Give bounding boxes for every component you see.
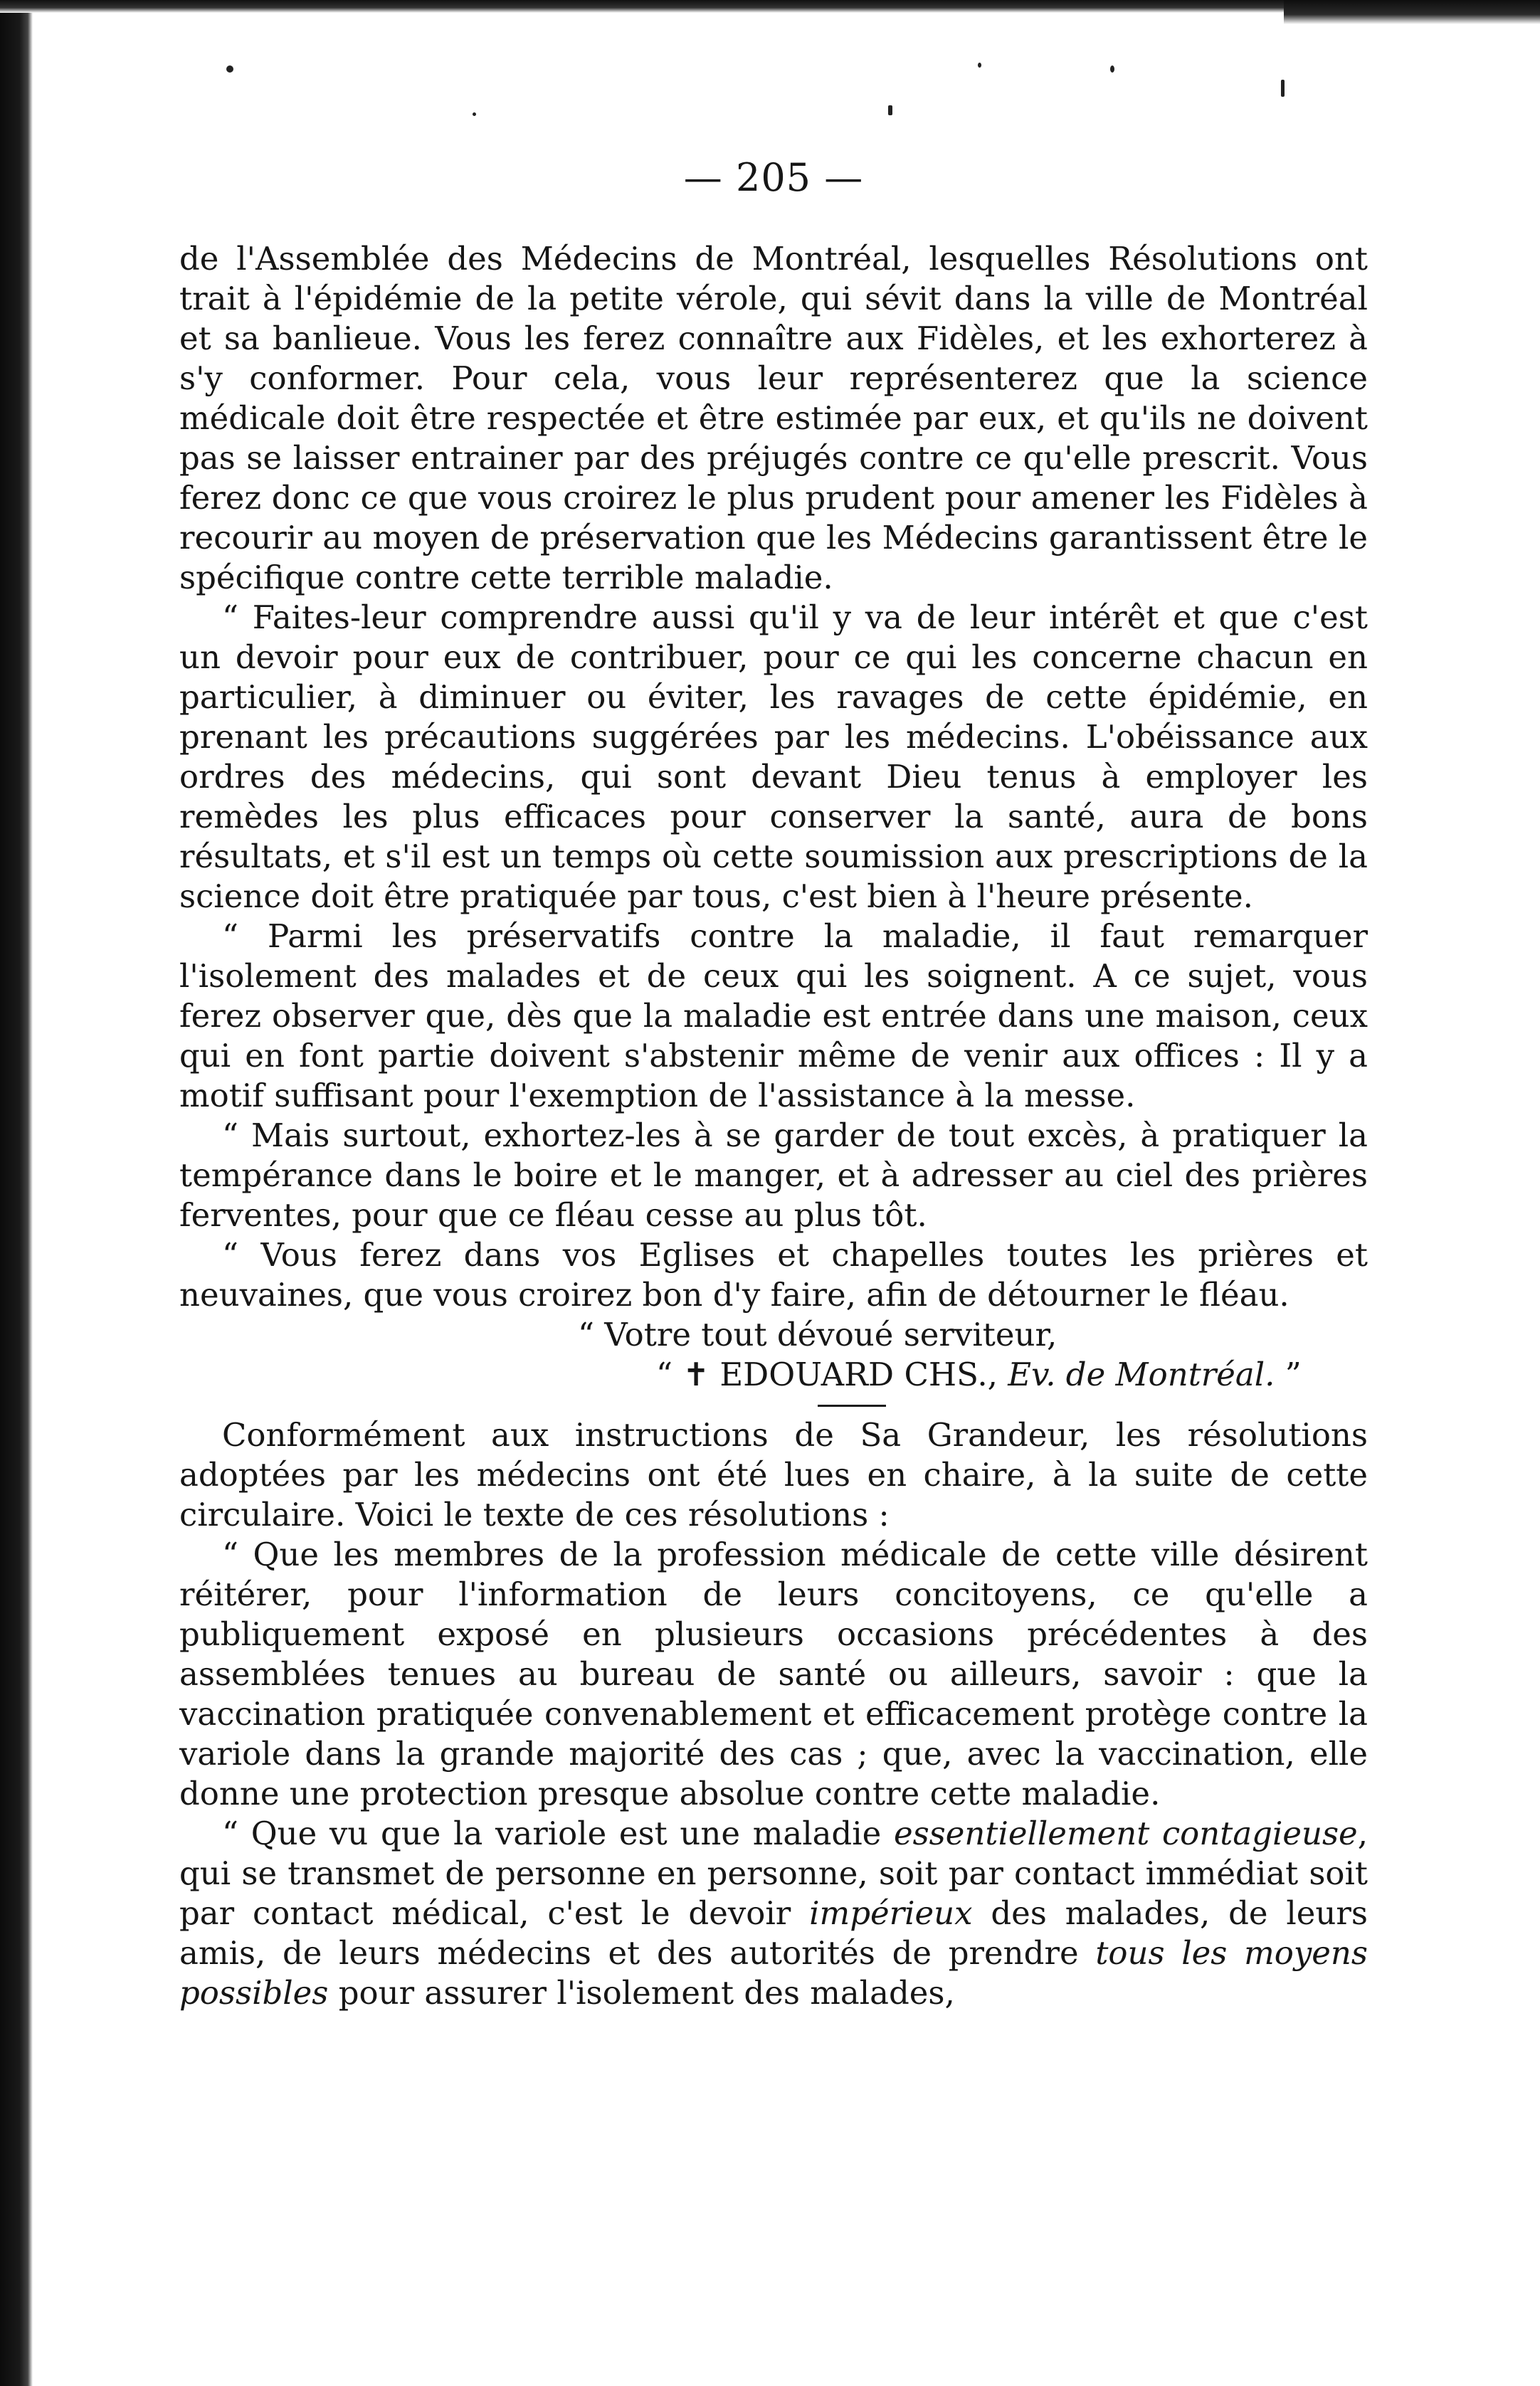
closing-salutation: “ Votre tout dévoué serviteur, [578, 1316, 1058, 1353]
scan-speck [1281, 80, 1285, 97]
scan-speck [226, 65, 233, 73]
text-run: “ Que vu que la variole est une maladie [222, 1815, 894, 1852]
scan-speck [1110, 65, 1114, 73]
scan-speck [978, 63, 981, 68]
scan-shadow-left [0, 0, 33, 2386]
signature-title: Ev. de Montréal. [1008, 1356, 1275, 1393]
paragraph-isolation: “ Parmi les préservatifs contre la maladie, il faut remarquer l'isolement des malades et de ceux qui les soignent. A ce sujet, vous ferez observer que, dès que la maladie est entrée dans une maison, ceux qui en font partie doivent s'abstenir même de venir aux offices : Il y a motif suffisant pour l'exemption de l'assistance à la messe. [179, 917, 1368, 1114]
paragraph-prayers: “ Vous ferez dans vos Eglises et chapelles toutes les prières et neuvaines, que vous croirez bon d'y faire, afin de détourner le fléau. [179, 1236, 1368, 1314]
paragraph-duty: “ Faites-leur comprendre aussi qu'il y va de leur intérêt et que c'est un devoir pour eux de contribuer, pour ce qui les concerne chacun en particulier, à diminuer ou éviter, les ravages de cette épidémie, en prenant les précautions suggérées par les médecins. L'obéissance aux ordres des médecins, qui sont devant Dieu tenus à employer les remèdes les plus efficaces pour conserver la santé, aura de bons résultats, et s'il est un temps où cette soumission aux prescriptions de la science doit être pratiquée par tous, c'est bien à l'heure présente. [179, 598, 1368, 915]
italic-run: impérieux [809, 1894, 973, 1932]
scan-speck [473, 112, 476, 116]
signature-name: “ ✝ EDOUARD CHS., [656, 1356, 998, 1393]
page-number: — 205 — [683, 155, 864, 200]
signature-close-quote: ” [1275, 1356, 1302, 1393]
paragraph-resolutions-intro: de l'Assemblée des Médecins de Montréal, lesquelles Résolutions ont trait à l'épidémie de la petite vérole, qui sévit dans la ville de Montréal et sa banlieue. Vous les ferez connaître aux Fidèles, et les exhorterez à s'y conformer. Pour cela, vous leur représenterez que la science médicale doit être respectée et être estimée par eux, et qu'ils ne doivent pas se laisser entrainer par des préjugés contre ce qu'elle prescrit. Vous ferez donc ce que vous croirez le plus prudent pour amener les Fidèles à recourir au moyen de préservation que les Médecins garantissent être le spécifique contre cette terrible maladie. [179, 240, 1368, 596]
page-body [179, 239, 1368, 2013]
italic-run: tous les moyens possibles [179, 1934, 1368, 2012]
signature [179, 1355, 1368, 1395]
scan-shadow-top-right [1284, 0, 1540, 24]
text-run: , qui se transmet de personne en personne, soit par contact immédiat soit par contact médical, c'est le devoir [179, 1815, 1368, 1932]
section-separator [818, 1405, 886, 1407]
paragraph-resolution-vaccination: “ Que les membres de la profession médicale de cette ville désirent réitérer, pour l'information de leurs concitoyens, ce qu'elle a publiquement exposé en plusieurs occasions précédentes à des assemblées tenues au bureau de santé ou ailleurs, savoir : que la vaccination pratiquée convenablement et efficacement protège contre la variole dans la grande majorité des cas ; que, avec la vaccination, elle donne une protection presque absolue contre cette maladie. [179, 1536, 1368, 1812]
paragraph-resolution-contagion [179, 1814, 1368, 2013]
paragraph-conformement: Conformément aux instructions de Sa Grandeur, les résolutions adoptées par les médecins ont été lues en chaire, à la suite de cette circulaire. Voici le texte de ces résolutions : [179, 1416, 1368, 1534]
text-run: pour assurer l'isolement des malades, [328, 1974, 955, 2012]
text-run: des malades, de leurs amis, de leurs médecins et des autorités de prendre [179, 1894, 1368, 1972]
paragraph-temperance: “ Mais surtout, exhortez-les à se garder de tout excès, à pratiquer la tempérance dans le boire et le manger, et à adresser au ciel des prières ferventes, pour que ce fléau cesse au plus tôt. [179, 1117, 1368, 1234]
scan-speck [888, 105, 892, 115]
italic-run: essentiellement contagieuse [893, 1815, 1358, 1852]
